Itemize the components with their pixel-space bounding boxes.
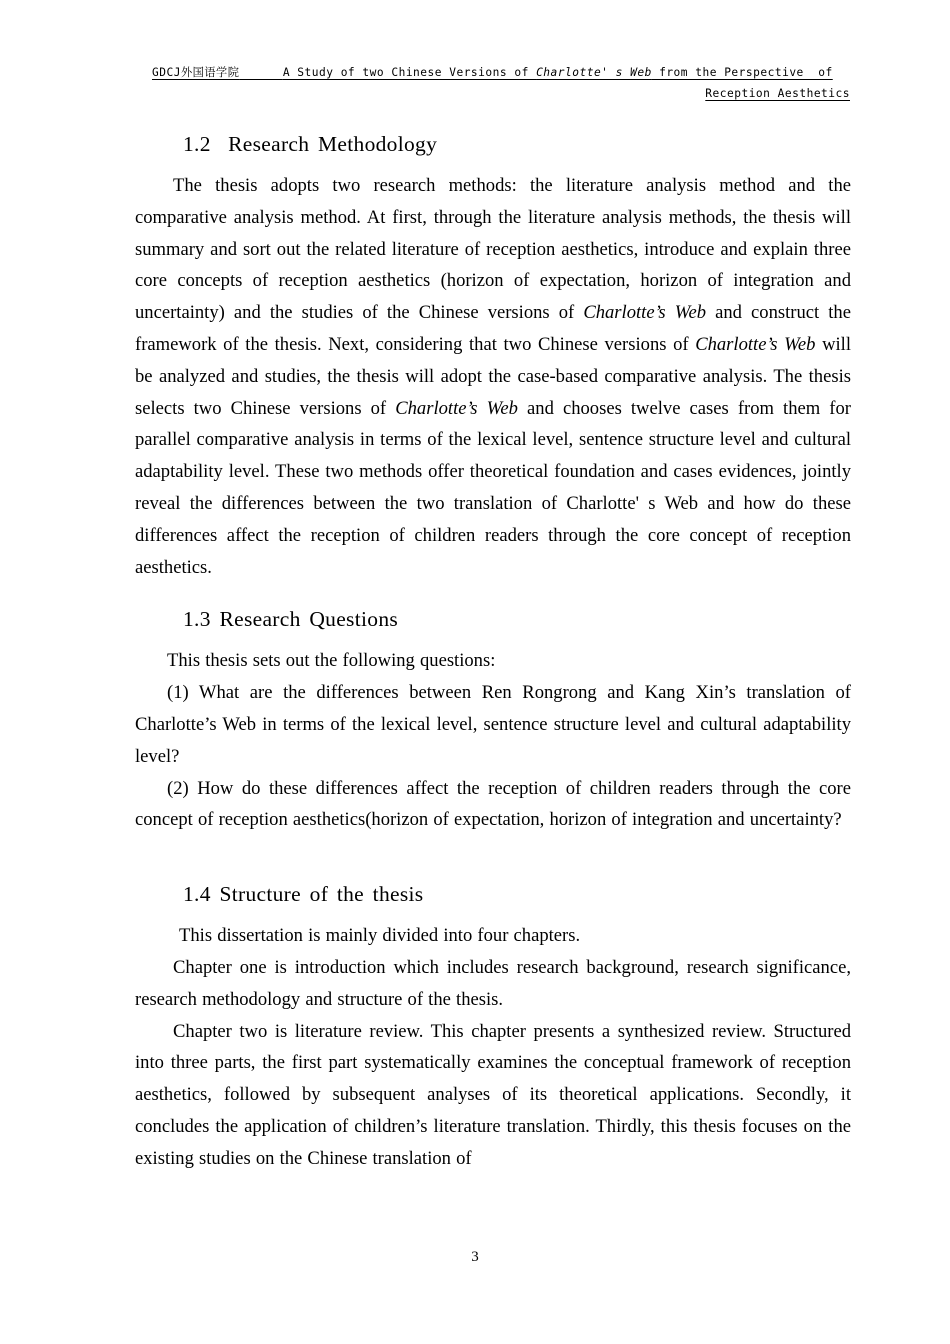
paragraph-structure-intro: This dissertation is mainly divided into four chapters.: [179, 925, 581, 947]
section-number-1-4: 1.4: [183, 882, 211, 907]
paragraph-chapter-one: Chapter one is introduction which includes research background, research significance, research methodology and structure of the thesis.: [135, 956, 851, 1010]
work-title-italic-1: Charlotte’s Web: [583, 302, 707, 324]
methodology-text-c: will be analyzed and studies, the thesis will adopt the case-based comparative analysis. The thesis selects two Chinese versions of: [135, 334, 851, 419]
section-title-1-3: Research Questions: [219, 607, 399, 632]
spacer: [135, 159, 851, 170]
section-title-1-4: Structure of the thesis: [219, 882, 424, 907]
section-1-4-heading-wrap: [135, 880, 851, 909]
header-title-italic: Charlotte' s Web: [536, 66, 652, 79]
spacer: [135, 909, 851, 920]
section-title-1-2: Research Methodology: [228, 132, 438, 156]
paragraph-chapter-two: Chapter two is literature review. This chapter presents a synthesized review. Structured into three parts, the first part systematically examines the conceptual framework of reception aesthetics, followed by subsequent analyses of its theoretical applications. Secondly, it concludes the application of children’s literature translation. Thirdly, this thesis focuses on the existing studies on the Chinese translation of: [135, 1020, 851, 1169]
section-heading-1-4: [183, 880, 851, 909]
spacer: [135, 583, 851, 605]
work-title-italic-3: Charlotte’s Web: [395, 397, 518, 419]
section-number-1-3: 1.3: [183, 607, 211, 632]
section-heading-1-2: [183, 130, 851, 159]
header-title-part-1: A Study of two Chinese Versions of: [282, 66, 537, 79]
header-spacer: [239, 66, 282, 79]
header-line-2: [152, 83, 850, 104]
methodology-text-d: and chooses twelve cases from them for parallel comparative analysis in terms of the lexical level, sentence structure level and cultural adaptability level. These two methods offer theoretical foundation and cases evidences, jointly reveal the differences between the two translation of Charlotte' s Web and how do these differences affect the reception of children readers through the core concept of reception aesthetics.: [135, 397, 851, 578]
paragraph-question-1: (1) What are the differences between Ren Rongrong and Kang Xin’s translation of Charlotte’s Web in terms of the lexical level, sentence structure level and cultural adaptability level?: [135, 682, 851, 767]
methodology-text-a: The thesis adopts two research methods: the literature analysis method and the comparative analysis method. At first, through the literature analysis methods, the thesis will summary and sort out the related literature of reception aesthetics, introduce and explain three core concepts of reception aesthetics (horizon of expectation, horizon of integration and uncertainty) and the studies of the Chinese versions of: [135, 175, 851, 324]
spacer: [135, 634, 851, 645]
paragraph-questions-intro: This thesis sets out the following questions:: [167, 650, 496, 672]
section-number-1-2: 1.2: [183, 132, 211, 156]
paragraph-methodology: [135, 170, 851, 583]
header-title-line-2: Reception Aesthetics: [705, 87, 850, 100]
running-header: [152, 62, 850, 104]
header-institution: GDCJ外国语学院: [152, 66, 240, 79]
spacer: [135, 836, 851, 880]
page-number: 3: [471, 1249, 479, 1265]
page-body: [135, 130, 851, 1175]
methodology-text-b: and construct the framework of the thesis. Next, considering that two Chinese versions of: [135, 302, 851, 355]
section-1-2-heading-wrap: [135, 130, 851, 159]
section-1-3-heading-wrap: [135, 605, 851, 634]
section-heading-1-3: [183, 605, 851, 634]
header-title-part-2: from the Perspective of: [651, 66, 833, 79]
work-title-italic-2: Charlotte’s Web: [695, 334, 816, 355]
header-line-1: [152, 62, 850, 83]
paragraph-question-2: (2) How do these differences affect the reception of children readers through the core concept of reception aesthetics(horizon of expectation, horizon of integration and uncertainty?: [135, 777, 851, 831]
